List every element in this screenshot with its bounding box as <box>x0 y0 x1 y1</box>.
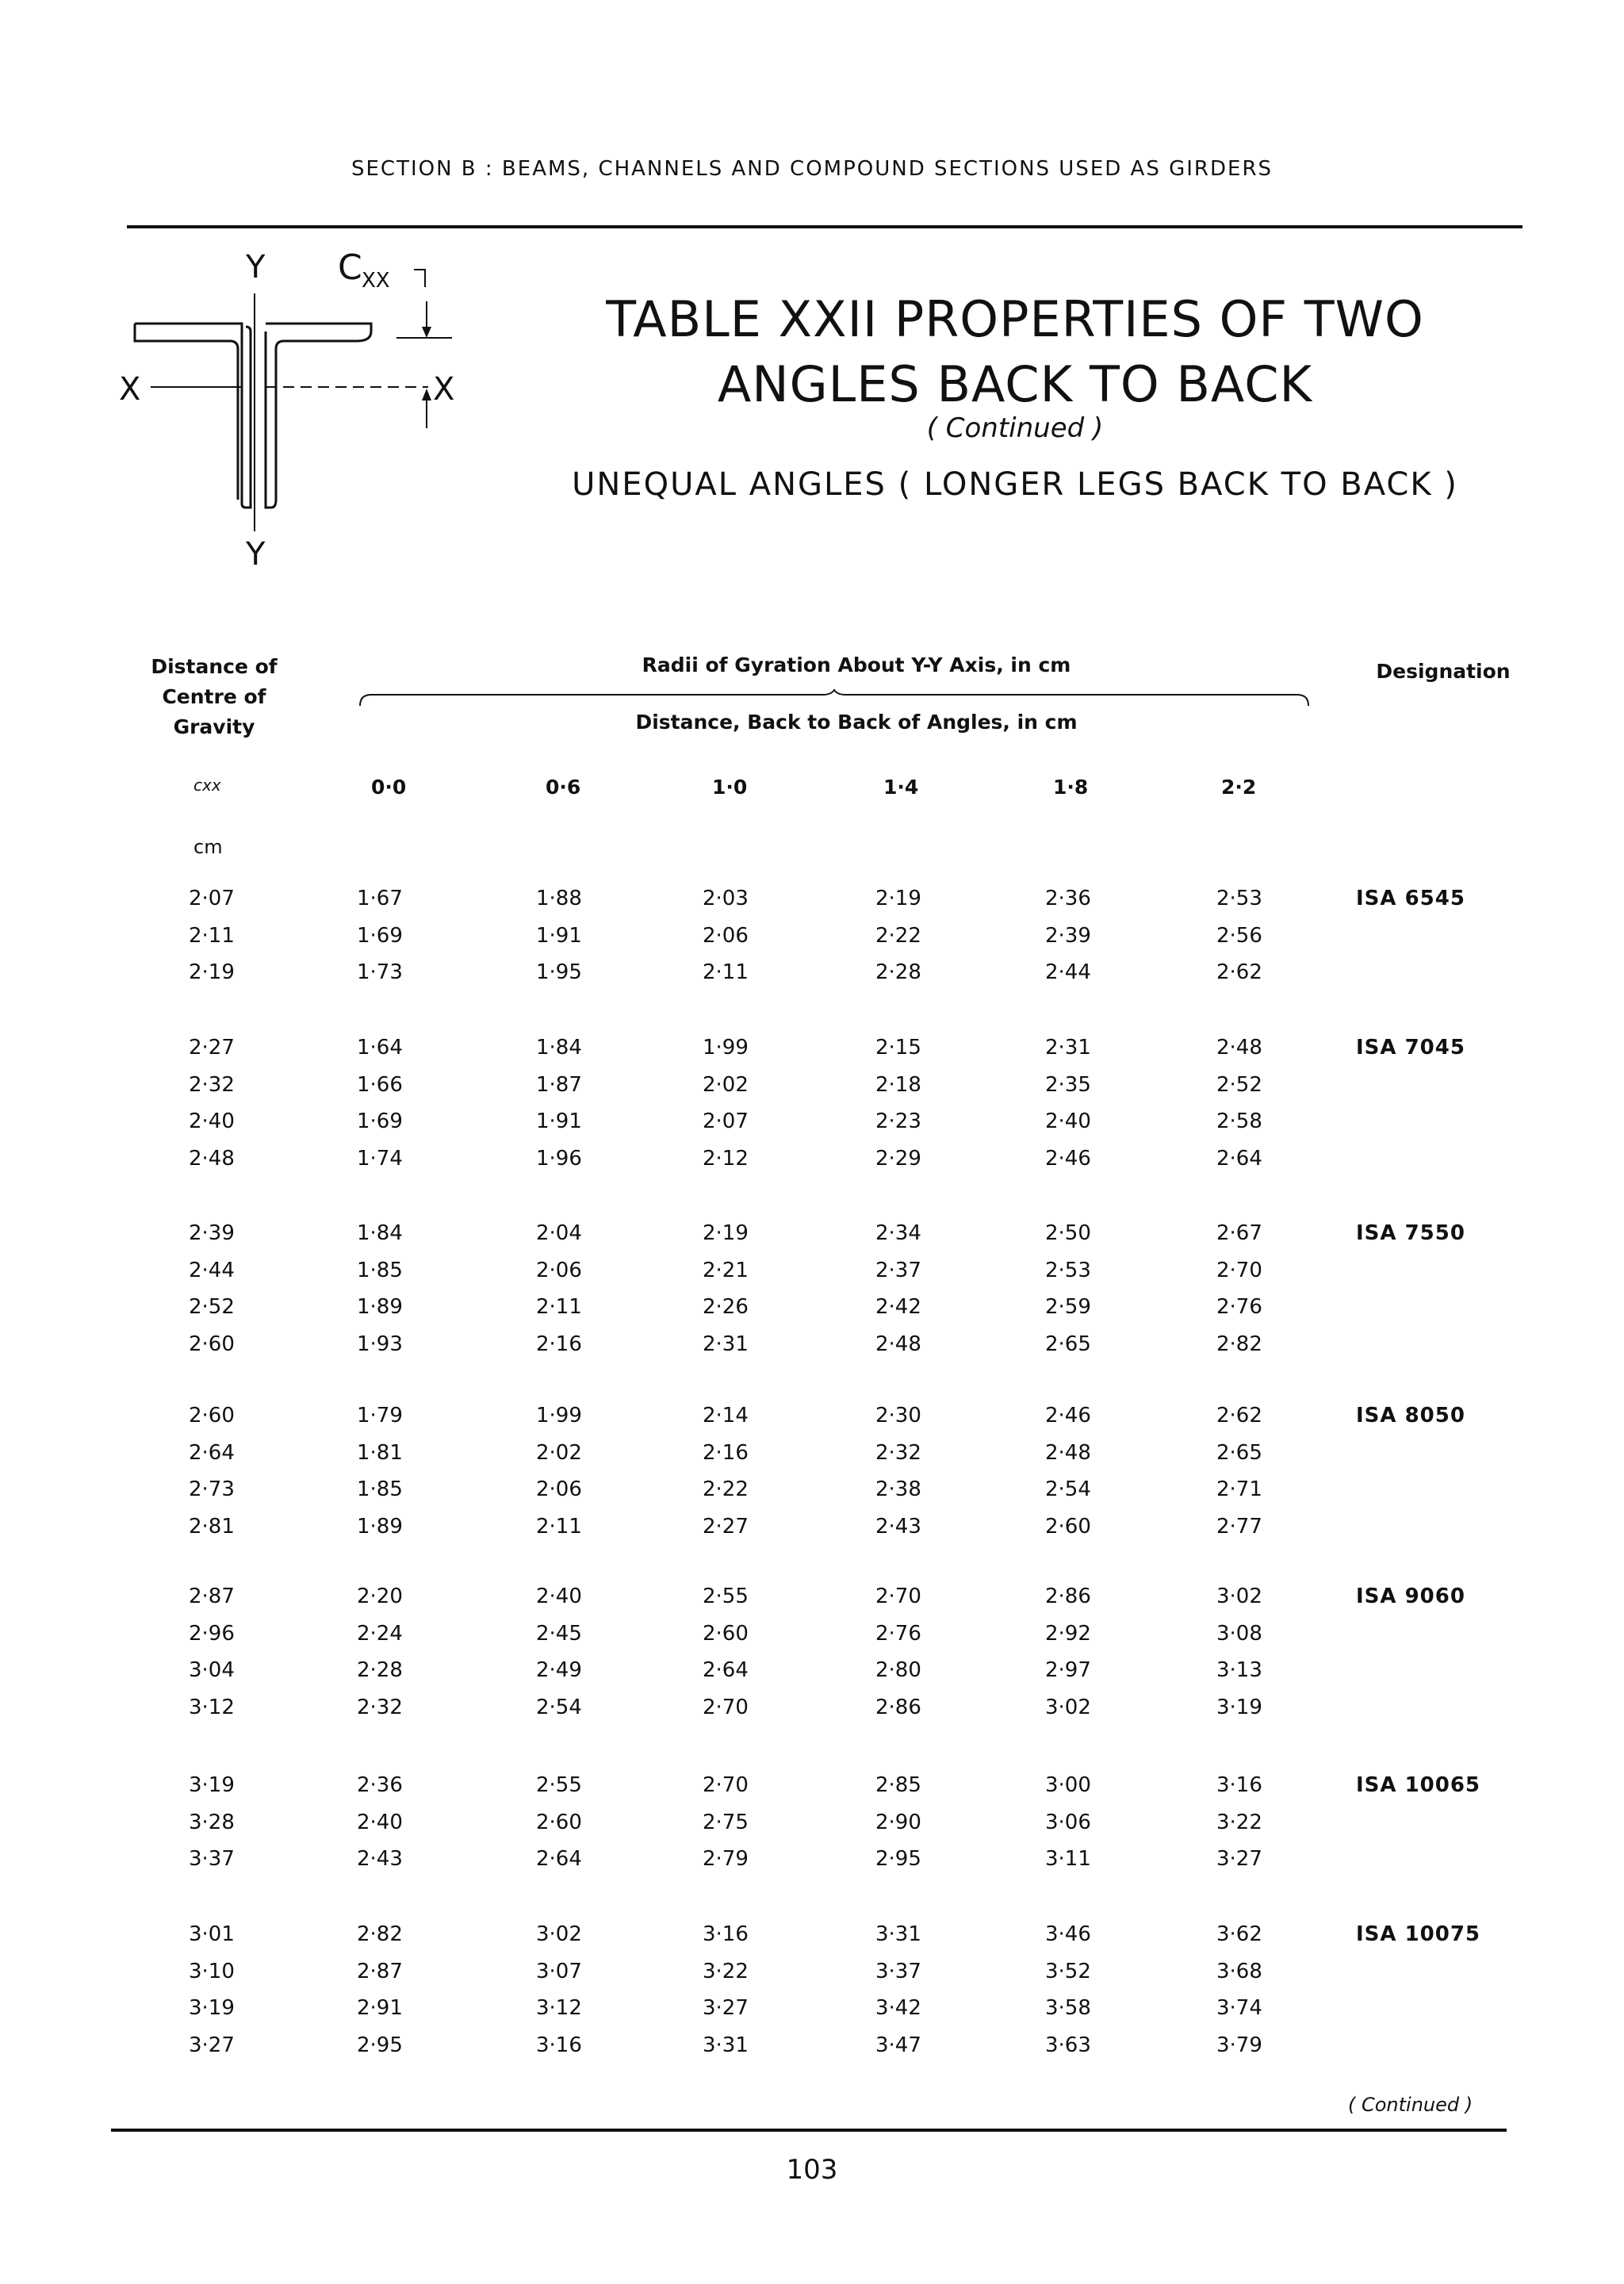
radius-value: 1·84 <box>357 1221 403 1245</box>
column-header: 1·4 <box>883 776 919 799</box>
distance-header: Distance, Back to Back of Angles, in cm <box>635 711 1078 734</box>
radius-value: 3·63 <box>1045 2033 1091 2057</box>
radius-value: 2·32 <box>875 1440 921 1465</box>
cxx-value: 3·10 <box>189 1959 235 1983</box>
radius-value: 2·75 <box>703 1810 749 1834</box>
table-row <box>0 1477 1624 1514</box>
table-row <box>0 1073 1624 1109</box>
cxx-symbol: cxx <box>193 776 221 795</box>
table-row <box>0 1515 1624 1551</box>
designation-label: ISA 10075 <box>1356 1922 1481 1946</box>
y-label-top: Y <box>246 249 266 286</box>
radius-value: 2·15 <box>875 1036 921 1060</box>
radius-value: 2·43 <box>875 1514 921 1539</box>
table-row <box>0 960 1624 997</box>
radius-value: 2·18 <box>875 1072 921 1097</box>
cxx-value: 3·01 <box>189 1922 235 1946</box>
radius-value: 2·60 <box>1045 1514 1091 1539</box>
radius-value: 1·87 <box>536 1072 582 1097</box>
table-row <box>0 1996 1624 2033</box>
radius-value: 3·47 <box>875 2033 921 2057</box>
radius-value: 2·91 <box>357 1996 403 2020</box>
radius-value: 2·95 <box>357 2033 403 2057</box>
radius-value: 2·43 <box>357 1847 403 1871</box>
radius-value: 2·92 <box>1045 1621 1091 1646</box>
radius-value: 2·55 <box>703 1585 749 1608</box>
radius-value: 2·20 <box>357 1585 403 1608</box>
radius-value: 2·27 <box>703 1514 749 1539</box>
radius-value: 2·23 <box>875 1109 921 1133</box>
cxx-value: 3·27 <box>189 2033 235 2057</box>
table-row <box>0 1960 1624 1996</box>
radius-value: 2·60 <box>703 1621 749 1646</box>
radius-value: 2·49 <box>536 1658 582 1682</box>
footer-continued: ( Continued ) <box>1348 2094 1473 2116</box>
radius-value: 2·97 <box>1045 1658 1091 1682</box>
table-row <box>0 1036 1624 1072</box>
radius-value: 1·67 <box>357 887 403 910</box>
radius-value: 3·02 <box>1216 1585 1262 1608</box>
radius-value: 2·58 <box>1216 1109 1262 1133</box>
radius-value: 2·31 <box>703 1332 749 1356</box>
radius-value: 2·70 <box>1216 1258 1262 1282</box>
radius-value: 3·79 <box>1216 2033 1262 2057</box>
table-row <box>0 1922 1624 1959</box>
radius-value: 3·46 <box>1045 1922 1091 1946</box>
radius-value: 2·95 <box>875 1847 921 1871</box>
cxx-subscript: XX <box>362 269 390 293</box>
radius-value: 2·53 <box>1045 1258 1091 1282</box>
cxx-value: 2·27 <box>189 1036 235 1060</box>
radius-value: 3·02 <box>1045 1695 1091 1719</box>
radius-value: 2·37 <box>875 1258 921 1282</box>
radius-value: 2·40 <box>1045 1109 1091 1133</box>
radius-value: 2·11 <box>536 1514 582 1539</box>
radius-value: 2·65 <box>1045 1332 1091 1356</box>
table-row <box>0 1622 1624 1658</box>
radius-value: 2·06 <box>703 923 749 948</box>
top-rule <box>127 225 1522 228</box>
designation-label: ISA 6545 <box>1356 887 1465 910</box>
radius-value: 2·80 <box>875 1658 921 1682</box>
radius-value: 3·31 <box>703 2033 749 2057</box>
radius-value: 2·82 <box>357 1922 403 1946</box>
table-row <box>0 1847 1624 1884</box>
radius-value: 3·19 <box>1216 1695 1262 1719</box>
radius-value: 1·89 <box>357 1514 403 1539</box>
designation-header: Designation <box>1376 660 1511 683</box>
radius-value: 2·22 <box>703 1477 749 1501</box>
cxx-value: 3·12 <box>189 1695 235 1719</box>
radius-value: 2·50 <box>1045 1221 1091 1245</box>
table-row <box>0 924 1624 960</box>
cxx-value: 2·07 <box>189 887 235 910</box>
radius-value: 2·24 <box>357 1621 403 1646</box>
x-label-right: X <box>433 371 455 408</box>
table-row <box>0 1404 1624 1440</box>
radius-value: 1·88 <box>536 887 582 910</box>
radius-value: 2·67 <box>1216 1221 1262 1245</box>
radius-value: 3·27 <box>703 1996 749 2020</box>
designation-label: ISA 8050 <box>1356 1404 1465 1428</box>
column-header: 1·0 <box>712 776 748 799</box>
radius-value: 2·46 <box>1045 1146 1091 1171</box>
radius-value: 2·76 <box>875 1621 921 1646</box>
left-header-line: Gravity <box>173 715 255 738</box>
left-angle-shape <box>135 324 251 508</box>
cxx-value: 2·73 <box>189 1477 235 1501</box>
radius-value: 2·34 <box>875 1221 921 1245</box>
radius-value: 2·45 <box>536 1621 582 1646</box>
radius-value: 2·02 <box>536 1440 582 1465</box>
radius-value: 2·86 <box>1045 1585 1091 1608</box>
radius-value: 3·42 <box>875 1996 921 2020</box>
radius-value: 3·13 <box>1216 1658 1262 1682</box>
radius-value: 2·64 <box>1216 1146 1262 1171</box>
cxx-value: 2·48 <box>189 1146 235 1171</box>
radius-value: 2·60 <box>536 1810 582 1834</box>
radius-value: 2·62 <box>1216 1404 1262 1428</box>
radius-value: 1·74 <box>357 1146 403 1171</box>
radius-value: 2·44 <box>1045 960 1091 984</box>
radius-value: 2·36 <box>357 1773 403 1797</box>
table-row <box>0 1259 1624 1295</box>
radius-value: 2·35 <box>1045 1072 1091 1097</box>
cxx-value: 2·32 <box>189 1072 235 1097</box>
table-row <box>0 1441 1624 1477</box>
radius-value: 1·84 <box>536 1036 582 1060</box>
radius-value: 2·32 <box>357 1695 403 1719</box>
table-row <box>0 1332 1624 1369</box>
radius-value: 3·16 <box>1216 1773 1262 1797</box>
radius-value: 2·16 <box>703 1440 749 1465</box>
radius-value: 1·66 <box>357 1072 403 1097</box>
table-row <box>0 1811 1624 1847</box>
radius-value: 2·28 <box>875 960 921 984</box>
radius-value: 1·96 <box>536 1146 582 1171</box>
radius-value: 2·26 <box>703 1295 749 1319</box>
radius-value: 2·06 <box>536 1258 582 1282</box>
radius-value: 2·65 <box>1216 1440 1262 1465</box>
radius-value: 2·22 <box>875 923 921 948</box>
title-continued: ( Continued ) <box>926 412 1104 444</box>
radius-value: 2·64 <box>536 1847 582 1871</box>
radius-value: 2·38 <box>875 1477 921 1501</box>
radius-value: 2·56 <box>1216 923 1262 948</box>
y-label-bottom: Y <box>246 536 266 571</box>
left-header-line: Centre of <box>162 685 266 708</box>
angle-diagram-svg <box>119 238 531 571</box>
radius-value: 3·52 <box>1045 1959 1091 1983</box>
table-row <box>0 1585 1624 1621</box>
radius-value: 3·07 <box>536 1959 582 1983</box>
radius-value: 2·86 <box>875 1695 921 1719</box>
radius-value: 1·85 <box>357 1477 403 1501</box>
cxx-value: 2·11 <box>189 923 235 948</box>
radius-value: 2·19 <box>875 887 921 910</box>
radius-value: 2·53 <box>1216 887 1262 910</box>
cxx-value: 2·60 <box>189 1404 235 1428</box>
radius-value: 1·91 <box>536 923 582 948</box>
radius-value: 1·73 <box>357 960 403 984</box>
radius-value: 3·37 <box>875 1959 921 1983</box>
cxx-value: 2·60 <box>189 1332 235 1356</box>
cxx-value: 3·37 <box>189 1847 235 1871</box>
column-header: 0·0 <box>371 776 407 799</box>
table-row <box>0 1773 1624 1810</box>
radius-value: 2·21 <box>703 1258 749 1282</box>
cxx-value: 2·39 <box>189 1221 235 1245</box>
cxx-value: 2·52 <box>189 1295 235 1319</box>
cxx-value: 3·28 <box>189 1810 235 1834</box>
radius-value: 1·69 <box>357 923 403 948</box>
cxx-value: 2·40 <box>189 1109 235 1133</box>
radius-value: 1·81 <box>357 1440 403 1465</box>
radius-value: 2·64 <box>703 1658 749 1682</box>
radius-value: 2·70 <box>703 1695 749 1719</box>
cxx-value: 3·19 <box>189 1996 235 2020</box>
bottom-rule <box>111 2129 1507 2132</box>
cxx-label: C <box>338 247 362 288</box>
radius-value: 2·19 <box>703 1221 749 1245</box>
radius-value: 2·48 <box>875 1332 921 1356</box>
radius-value: 1·99 <box>536 1404 582 1428</box>
right-angle-shape <box>266 324 371 508</box>
radius-value: 3·00 <box>1045 1773 1091 1797</box>
radius-value: 2·28 <box>357 1658 403 1682</box>
cxx-value: 2·96 <box>189 1621 235 1646</box>
radii-header: Radii of Gyration About Y-Y Axis, in cm <box>642 653 1071 676</box>
radius-value: 2·70 <box>875 1585 921 1608</box>
radius-value: 2·36 <box>1045 887 1091 910</box>
radius-value: 3·58 <box>1045 1996 1091 2020</box>
radius-value: 1·85 <box>357 1258 403 1282</box>
radius-value: 2·03 <box>703 887 749 910</box>
radius-value: 2·04 <box>536 1221 582 1245</box>
radius-value: 3·11 <box>1045 1847 1091 1871</box>
table-row <box>0 887 1624 923</box>
table-row <box>0 1658 1624 1695</box>
column-header: 2·2 <box>1221 776 1257 799</box>
designation-label: ISA 10065 <box>1356 1773 1481 1797</box>
radius-value: 1·95 <box>536 960 582 984</box>
column-header: 0·6 <box>546 776 581 799</box>
radius-value: 2·46 <box>1045 1404 1091 1428</box>
angle-diagram <box>119 238 531 571</box>
radius-value: 1·69 <box>357 1109 403 1133</box>
radius-value: 2·71 <box>1216 1477 1262 1501</box>
table-row <box>0 1109 1624 1146</box>
page-number: 103 <box>786 2154 838 2186</box>
radius-value: 3·02 <box>536 1922 582 1946</box>
cxx-value: 2·44 <box>189 1258 235 1282</box>
radius-value: 2·55 <box>536 1773 582 1797</box>
radius-value: 3·16 <box>703 1922 749 1946</box>
radius-value: 3·68 <box>1216 1959 1262 1983</box>
header-brace <box>358 688 1310 707</box>
radius-value: 3·12 <box>536 1996 582 2020</box>
left-header-line: Distance of <box>151 655 278 678</box>
radius-value: 2·29 <box>875 1146 921 1171</box>
radius-value: 2·14 <box>703 1404 749 1428</box>
radius-value: 2·48 <box>1045 1440 1091 1465</box>
radius-value: 2·06 <box>536 1477 582 1501</box>
radius-value: 3·27 <box>1216 1847 1262 1871</box>
radius-value: 2·40 <box>357 1810 403 1834</box>
cxx-value: 2·81 <box>189 1514 235 1539</box>
radius-value: 3·08 <box>1216 1621 1262 1646</box>
radius-value: 2·52 <box>1216 1072 1262 1097</box>
radius-value: 2·42 <box>875 1295 921 1319</box>
radius-value: 2·54 <box>536 1695 582 1719</box>
radius-value: 3·06 <box>1045 1810 1091 1834</box>
table-title-line2: ANGLES BACK TO BACK <box>717 355 1313 413</box>
cxx-value: 2·64 <box>189 1440 235 1465</box>
section-title: SECTION B : BEAMS, CHANNELS AND COMPOUND SECTIONS USED AS GIRDERS <box>350 157 1274 181</box>
radius-value: 2·62 <box>1216 960 1262 984</box>
radius-value: 2·40 <box>536 1585 582 1608</box>
radius-value: 2·39 <box>1045 923 1091 948</box>
radius-value: 2·85 <box>875 1773 921 1797</box>
cxx-value: 2·19 <box>189 960 235 984</box>
table-title-line1: TABLE XXII PROPERTIES OF TWO <box>606 290 1424 348</box>
radius-value: 2·59 <box>1045 1295 1091 1319</box>
table-row <box>0 1221 1624 1258</box>
radius-value: 1·89 <box>357 1295 403 1319</box>
designation-label: ISA 7550 <box>1356 1221 1465 1245</box>
column-header: 1·8 <box>1053 776 1089 799</box>
radius-value: 3·74 <box>1216 1996 1262 2020</box>
table-row <box>0 1295 1624 1332</box>
cxx-value: 3·19 <box>189 1773 235 1797</box>
radius-value: 3·16 <box>536 2033 582 2057</box>
radius-value: 2·77 <box>1216 1514 1262 1539</box>
radius-value: 2·48 <box>1216 1036 1262 1060</box>
radius-value: 2·87 <box>357 1959 403 1983</box>
unit-label: cm <box>193 836 223 858</box>
cxx-value: 3·04 <box>189 1658 235 1682</box>
cxx-value: 2·87 <box>189 1585 235 1608</box>
table-subtitle: UNEQUAL ANGLES ( LONGER LEGS BACK TO BACK ) <box>572 466 1458 503</box>
radius-value: 2·76 <box>1216 1295 1262 1319</box>
radius-value: 3·22 <box>703 1959 749 1983</box>
radius-value: 1·93 <box>357 1332 403 1356</box>
table-title <box>539 287 1491 417</box>
radius-value: 1·91 <box>536 1109 582 1133</box>
radius-value: 2·02 <box>703 1072 749 1097</box>
radius-value: 1·79 <box>357 1404 403 1428</box>
table-row <box>0 2033 1624 2070</box>
radius-value: 2·79 <box>703 1847 749 1871</box>
designation-label: ISA 7045 <box>1356 1036 1465 1060</box>
radius-value: 2·70 <box>703 1773 749 1797</box>
radius-value: 2·07 <box>703 1109 749 1133</box>
radius-value: 2·11 <box>536 1295 582 1319</box>
left-column-header <box>127 652 301 742</box>
table-row <box>0 1147 1624 1183</box>
radius-value: 2·11 <box>703 960 749 984</box>
radius-value: 2·54 <box>1045 1477 1091 1501</box>
radius-value: 2·90 <box>875 1810 921 1834</box>
x-label-left: X <box>119 371 141 408</box>
radius-value: 1·64 <box>357 1036 403 1060</box>
table-row <box>0 1696 1624 1732</box>
radius-value: 2·31 <box>1045 1036 1091 1060</box>
designation-label: ISA 9060 <box>1356 1585 1465 1608</box>
radius-value: 2·12 <box>703 1146 749 1171</box>
radius-value: 1·99 <box>703 1036 749 1060</box>
radius-value: 3·22 <box>1216 1810 1262 1834</box>
radius-value: 2·16 <box>536 1332 582 1356</box>
radius-value: 3·31 <box>875 1922 921 1946</box>
radius-value: 3·62 <box>1216 1922 1262 1946</box>
radius-value: 2·30 <box>875 1404 921 1428</box>
radius-value: 2·82 <box>1216 1332 1262 1356</box>
